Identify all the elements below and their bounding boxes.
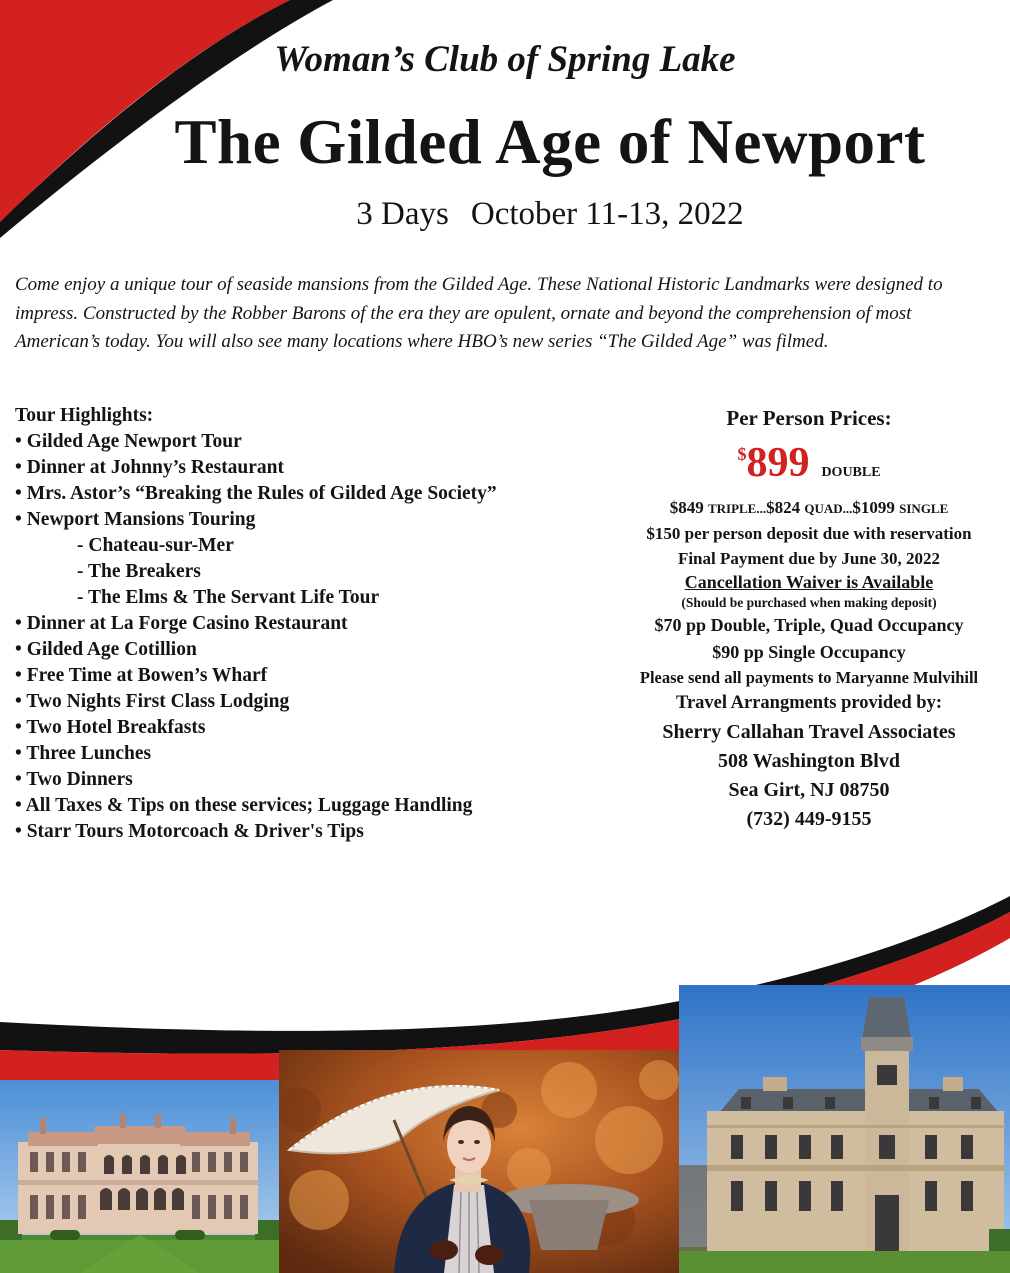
- list-item: • Dinner at La Forge Casino Restaurant: [15, 613, 348, 634]
- list-item: • Three Lunches: [15, 743, 152, 764]
- list-item: • Newport Mansions Touring: [15, 509, 256, 530]
- triple-price: $849: [669, 498, 704, 517]
- list-item: • Free Time at Bowen’s Wharf: [15, 665, 268, 686]
- waiver-double-price: $70 pp Double, Triple, Quad Occupancy: [654, 615, 964, 635]
- list-item: • Two Dinners: [15, 769, 133, 790]
- event-dates: [0, 196, 1010, 233]
- single-price: $1099: [852, 498, 895, 517]
- pricing-panel: [603, 406, 1010, 834]
- travel-heading: Travel Arrangments provided by:: [675, 693, 943, 713]
- triple-label: TRIPLE...: [707, 501, 767, 516]
- list-subitem: - The Elms & The Servant Life Tour: [77, 587, 380, 608]
- agency-phone: (732) 449-9155: [746, 808, 872, 830]
- agency-city: Sea Girt, NJ 08750: [728, 779, 890, 801]
- highlights-list: [15, 429, 600, 845]
- agency-name: Sherry Callahan Travel Associates: [662, 721, 956, 743]
- single-label: SINGLE: [899, 501, 949, 516]
- main-price-label: DOUBLE: [821, 465, 881, 480]
- list-subitem: - The Breakers: [77, 561, 201, 582]
- list-subitem: - Chateau-sur-Mer: [77, 535, 234, 556]
- other-prices: [603, 496, 1010, 521]
- main-price: [603, 431, 1010, 496]
- agency-street: 508 Washington Blvd: [718, 750, 900, 772]
- payment-instructions: Please send all payments to Maryanne Mulvihill: [639, 668, 979, 687]
- event-title: The Gilded Age of Newport: [174, 107, 926, 177]
- intro-paragraph: Come enjoy a unique tour of seaside mansions from the Gilded Age. These National Historic Landmarks were designed to impress. Constructed by the Robber Barons of the era they are opulent, ornate and beyond the comprehension of most American’s today. You will also see many locations where HBO’s new series “The Gilded Age” was filmed.: [15, 274, 943, 352]
- event-date-range: October 11-13, 2022: [470, 196, 744, 232]
- tour-highlights: [15, 403, 600, 845]
- waiver-note: (Should be purchased when making deposit): [681, 595, 937, 610]
- chateau-sur-mer-photo: [679, 985, 1010, 1273]
- list-item: • Two Hotel Breakfasts: [15, 717, 206, 738]
- final-payment-text: Final Payment due by June 30, 2022: [677, 549, 941, 568]
- pricing-heading: Per Person Prices:: [726, 406, 892, 430]
- list-item: • Dinner at Johnny’s Restaurant: [15, 457, 285, 478]
- breakers-mansion-photo: [0, 1080, 279, 1273]
- woman-with-parasol-photo: [279, 1050, 679, 1273]
- waiver-single-price: $90 pp Single Occupancy: [712, 642, 906, 662]
- main-price-amount: 899: [746, 440, 810, 486]
- list-item: • Gilded Age Newport Tour: [15, 431, 242, 452]
- list-item: • Mrs. Astor’s “Breaking the Rules of Gilded Age Society”: [15, 483, 497, 504]
- quad-price: $824: [766, 498, 801, 517]
- list-item: • All Taxes & Tips on these services; Luggage Handling: [15, 795, 473, 816]
- highlights-heading: Tour Highlights:: [15, 405, 154, 426]
- quad-label: QUAD...: [804, 501, 853, 516]
- deposit-text: $150 per person deposit due with reservation: [646, 524, 972, 543]
- list-item: • Starr Tours Motorcoach & Driver's Tips: [15, 821, 364, 842]
- organization-name: Woman’s Club of Spring Lake: [274, 39, 736, 80]
- event-duration: 3 Days: [356, 196, 449, 232]
- currency-symbol: $: [737, 444, 747, 464]
- waiver-heading: Cancellation Waiver is Available: [684, 572, 934, 592]
- list-item: • Gilded Age Cotillion: [15, 639, 197, 660]
- list-item: • Two Nights First Class Lodging: [15, 691, 290, 712]
